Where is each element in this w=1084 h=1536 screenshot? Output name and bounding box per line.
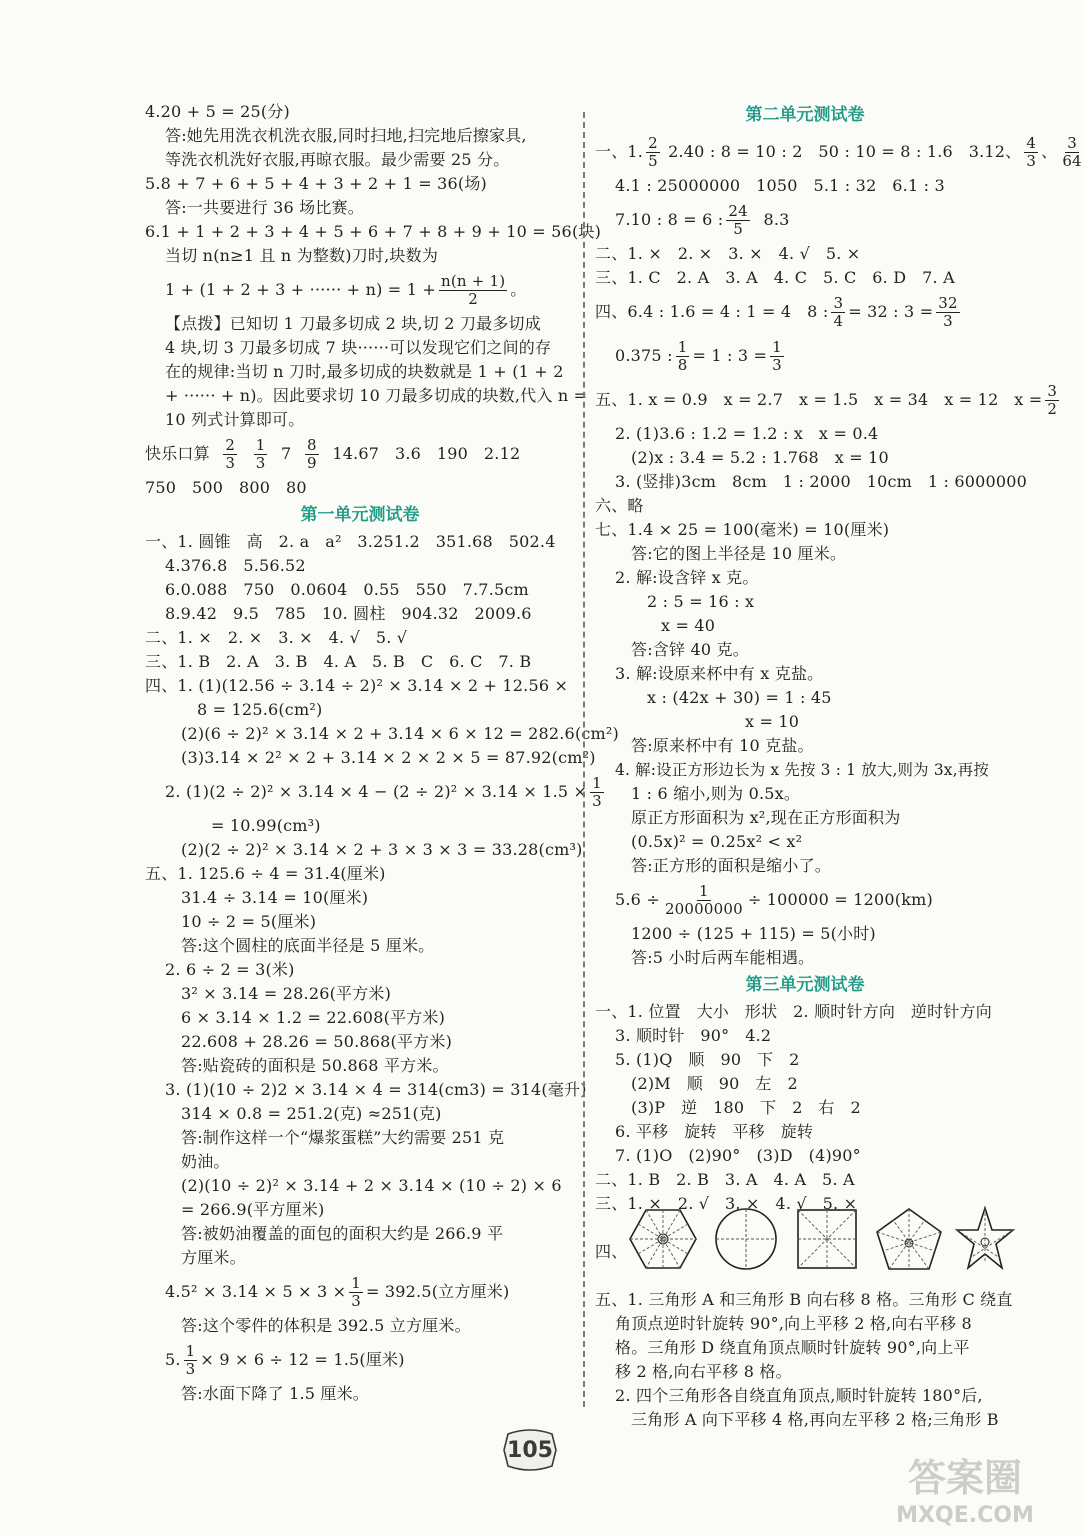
fraction	[223, 437, 237, 472]
answer-line: = 10.99(cm³)	[211, 816, 321, 835]
answer-line: x : (42x + 30) = 1 : 45	[647, 688, 832, 707]
numerator: n(n + 1)	[440, 271, 506, 290]
formula-line	[595, 334, 1015, 378]
watermark	[880, 1455, 1050, 1530]
formula-line	[145, 1270, 575, 1314]
answer-line: 4.1 : 25000000 1050 5.1 : 32 6.1 : 3	[615, 176, 945, 195]
numerator: 3	[1047, 381, 1058, 400]
denominator: 3	[1026, 151, 1037, 170]
hint-line: 10 列式计算即可。	[165, 410, 305, 429]
answer-line: 3. 解:设原来杯中有 x 克盐。	[615, 664, 824, 683]
answer-line: 3. (竖排)3cm 8cm 1 : 2000 10cm 1 : 6000000	[615, 472, 1028, 491]
answer-line: 答:正方形的面积是缩小了。	[631, 856, 831, 875]
answer-line: 答:她先用洗衣机洗衣服,同时扫地,扫完地后擦家具,	[165, 126, 527, 145]
numerator: 4	[1026, 133, 1037, 152]
answer-line: 6.0.088 750 0.0604 0.55 550 7.7.5cm	[165, 580, 529, 599]
formula-text: 2. (1)(2 ÷ 2)² × 3.14 × 4 − (2 ÷ 2)² × 3.14 × 1.5 ×	[165, 782, 588, 801]
numerator: 1	[677, 337, 688, 356]
answer-line: 五、1. 三角形 A 和三角形 B 向右移 8 格。三角形 C 绕直	[595, 1290, 1013, 1309]
answer-line: 答:这个零件的体积是 392.5 立方厘米。	[181, 1316, 471, 1335]
answer-line: 2 : 5 = 16 : x	[647, 592, 755, 611]
page-number-badge	[500, 1428, 560, 1472]
formula-text: ÷ 100000 = 1200(km)	[747, 890, 933, 909]
answer-line: 七、1.4 × 25 = 100(毫米) = 10(厘米)	[595, 520, 890, 539]
answer-line: 移 2 格,向右平移 8 格。	[615, 1362, 792, 1381]
period: 。	[510, 280, 527, 299]
section-title-unit1: 第一单元测试卷	[300, 505, 420, 525]
answer-line: (2)(10 ÷ 2)² × 3.14 + 2 × 3.14 × (10 ÷ 2) × 6	[181, 1176, 562, 1195]
denominator: 5	[648, 151, 658, 170]
answer-line: 三、1. B 2. A 3. B 4. A 5. B C 6. C 7. B	[145, 652, 532, 671]
answer-line: 22.608 + 28.26 = 50.868(平方米)	[181, 1032, 453, 1051]
watermark-top: 答案圈	[907, 1456, 1022, 1500]
symmetry-diagrams	[620, 1206, 1000, 1276]
answer-line: 答:这个圆柱的底面半径是 5 厘米。	[181, 936, 435, 955]
fraction	[1060, 135, 1084, 170]
answer-line: 五、1. 125.6 ÷ 4 = 31.4(厘米)	[145, 864, 386, 883]
answer-line: 2. (1)3.6 : 1.2 = 1.2 : x x = 0.4	[615, 424, 879, 443]
mental-math-label: 快乐口算	[145, 444, 210, 463]
answer-line: 三、1. × 2. √ 3. × 4. √ 5. ×	[595, 1194, 858, 1213]
values: 14.67 3.6 190 2.12	[332, 444, 521, 463]
answer-line: 7. (1)O (2)90° (3)D (4)90°	[615, 1146, 861, 1165]
answer-line: 4.376.8 5.56.52	[165, 556, 306, 575]
numerator: 8	[307, 435, 317, 454]
fraction	[254, 437, 268, 472]
answer-line: 31.4 ÷ 3.14 = 10(厘米)	[181, 888, 369, 907]
denominator: 3	[351, 1291, 362, 1310]
numerator: 1	[351, 1273, 362, 1292]
formula-text: 四、6.4 : 1.6 = 4 : 1 = 4 8 :	[595, 302, 829, 321]
answer-line: 答:制作这样一个“爆浆蛋糕”大约需要 251 克	[181, 1128, 505, 1147]
formula-line	[595, 290, 1015, 334]
value: 7	[281, 444, 292, 463]
fraction	[646, 135, 660, 170]
denominator: 2	[468, 289, 478, 308]
denominator: 8	[677, 355, 688, 374]
answer-line: 314 × 0.8 = 251.2(克) ≈251(克)	[181, 1104, 442, 1123]
answer-line: 等洗衣机洗好衣服,再晾衣服。最少需要 25 分。	[165, 150, 510, 169]
answer-line: 四、	[595, 1242, 628, 1261]
denominator: 20000000	[664, 899, 743, 918]
denominator: 3	[772, 355, 782, 374]
answer-line: 1200 ÷ (125 + 115) = 5(小时)	[631, 924, 876, 943]
numerator: 3	[1067, 133, 1077, 152]
answer-line: 3² × 3.14 = 28.26(平方米)	[181, 984, 392, 1003]
fraction	[726, 203, 750, 238]
answer-line: 答:原来杯中有 10 克盐。	[631, 736, 814, 755]
formula-text: 0.375 :	[615, 346, 673, 365]
answer-line: 二、1. × 2. × 3. × 4. √ 5. √	[145, 628, 408, 647]
answer-line: 角顶点逆时针旋转 90°,向上平移 2 格,向右平移 8	[615, 1314, 972, 1333]
fraction	[663, 883, 745, 918]
numerator: 3	[833, 293, 844, 312]
numerator: 1	[592, 773, 602, 792]
denominator: 3	[592, 791, 602, 810]
formula-text: 5.6 ÷	[615, 890, 660, 909]
answer-line: 奶油。	[181, 1152, 230, 1171]
numerator: 32	[938, 293, 958, 312]
numerator: 2	[648, 133, 658, 152]
answer-line: x = 40	[661, 616, 716, 635]
numerator: 1	[255, 435, 266, 454]
answer-line: 答:水面下降了 1.5 厘米。	[181, 1384, 370, 1403]
answer-line: 一、1. 圆锥 高 2. a a² 3.251.2 351.68 502.4	[145, 532, 556, 551]
denominator: 3	[225, 453, 236, 472]
hexagon-symmetry-icon	[628, 1206, 698, 1272]
formula-text: 1 + (1 + 2 + 3 + ······ + n) = 1 +	[165, 280, 436, 299]
fraction	[439, 273, 507, 308]
fraction	[1024, 135, 1038, 170]
answer-line: 3. 顺时针 90° 4.2	[615, 1026, 772, 1045]
mental-math-line	[145, 432, 575, 476]
formula-line	[145, 770, 602, 814]
answer-line: 答:贴瓷砖的面积是 50.868 平方米。	[181, 1056, 449, 1075]
column-divider	[583, 112, 585, 1407]
mental-math-line: 750 500 800 80	[145, 478, 307, 497]
answer-line: 2. 6 ÷ 2 = 3(米)	[165, 960, 295, 979]
answer-line: 四、1. (1)(12.56 ÷ 3.14 ÷ 2)² × 3.14 × 2 + 12.56 ×	[145, 676, 569, 695]
denominator: 3	[943, 311, 953, 330]
fraction	[831, 295, 845, 330]
page-number: 105	[507, 1437, 553, 1463]
answer-line: 答:被奶油覆盖的面包的面积大约是 266.9 平	[181, 1224, 504, 1243]
separator: 、	[1041, 142, 1058, 161]
answer-line: 原正方形面积为 x²,现在正方形面积为	[631, 808, 901, 827]
denominator: 4	[833, 311, 844, 330]
star-symmetry-icon	[956, 1206, 1014, 1272]
formula-text: 一、1.	[595, 142, 644, 161]
answer-line: 六、略	[595, 496, 644, 515]
answer-line: 答:含锌 40 克。	[631, 640, 749, 659]
answer-line: (3)P 逆 180 下 2 右 2	[631, 1098, 861, 1117]
answer-line: 格。三角形 D 绕直角顶点顺时针旋转 90°,向上平	[615, 1338, 970, 1357]
answer-line: 2. 四个三角形各自绕直角顶点,顺时针旋转 180°后,	[615, 1386, 983, 1405]
numerator: 2	[225, 435, 236, 454]
numerator: 24	[728, 201, 748, 220]
answer-line: 三角形 A 向下平移 4 格,再向左平移 2 格;三角形 B	[631, 1410, 999, 1429]
formula-line	[145, 1338, 575, 1382]
answer-line: x = 10	[745, 712, 800, 731]
denominator: 5	[733, 219, 744, 238]
fraction	[936, 295, 960, 330]
answer-line: 2. 解:设含锌 x 克。	[615, 568, 759, 587]
formula-line	[595, 130, 1082, 174]
watermark-bottom: MXQE.COM	[896, 1503, 1034, 1528]
denominator: 3	[185, 1359, 196, 1378]
left-column	[145, 100, 619, 1406]
answer-line: 二、1. B 2. B 3. A 4. A 5. A	[595, 1170, 855, 1189]
formula-text: 2.40 : 8 = 10 : 2 50 : 10 = 8 : 1.6 3.12、	[668, 142, 1022, 161]
square-symmetry-icon	[794, 1206, 860, 1272]
hint-line: 【点拨】已知切 1 刀最多切成 2 块,切 2 刀最多切成	[165, 314, 541, 333]
circle-symmetry-icon	[712, 1206, 780, 1272]
fraction	[1045, 383, 1059, 418]
numerator: 1	[185, 1341, 196, 1360]
answer-line: 答:一共要进行 36 场比赛。	[165, 198, 364, 217]
answer-line: 二、1. × 2. × 3. × 4. √ 5. ×	[595, 244, 861, 263]
answer-line: (2)x : 3.4 = 5.2 : 1.768 x = 10	[631, 448, 889, 467]
formula-text: = 1 : 3 =	[692, 346, 768, 365]
answer-line: 方厘米。	[181, 1248, 246, 1267]
numerator: 1	[699, 881, 709, 900]
formula-text: 7.10 : 8 = 6 :	[615, 210, 724, 229]
hint-line: 在的规律:当切 n 刀时,最多切成的块数就是 1 + (1 + 2	[165, 362, 564, 381]
hint-line: + ······ + n)。因此要求切 10 刀最多切成的块数,代入 n =	[165, 386, 588, 405]
denominator: 9	[307, 453, 317, 472]
denominator: 64	[1062, 151, 1082, 170]
answer-line: (0.5x)² = 0.25x² < x²	[631, 832, 803, 851]
answer-line: 4.20 + 5 = 25(分)	[145, 102, 291, 121]
formula-text: 4.5² × 3.14 × 5 × 3 ×	[165, 1282, 347, 1301]
answer-line: 6 × 3.14 × 1.2 = 22.608(平方米)	[181, 1008, 446, 1027]
formula-line	[145, 268, 575, 312]
answer-line: 8 = 125.6(cm²)	[197, 700, 323, 719]
answer-line: 3. (1)(10 ÷ 2)2 × 3.14 × 4 = 314(cm3) = 314(毫升)	[165, 1080, 587, 1099]
answer-line: 当切 n(n≥1 且 n 为整数)刀时,块数为	[165, 246, 439, 265]
numerator: 1	[772, 337, 782, 356]
fraction	[770, 339, 784, 374]
answer-line: 6.1 + 1 + 2 + 3 + 4 + 5 + 6 + 7 + 8 + 9 + 10 = 56(块)	[145, 222, 602, 241]
formula-line	[595, 378, 1058, 422]
answer-line: 4. 解:设正方形边长为 x 先按 3 : 1 放大,则为 3x,再按	[615, 761, 989, 779]
formula-line	[595, 198, 1015, 242]
fraction	[676, 339, 690, 374]
answer-line: 5. (1)Q 顺 90 下 2	[615, 1050, 800, 1069]
pentagon-symmetry-icon	[874, 1206, 944, 1272]
formula-text: = 392.5(立方厘米)	[366, 1282, 510, 1301]
formula-text: 5.	[165, 1350, 181, 1369]
formula-text: × 9 × 6 ÷ 12 = 1.5(厘米)	[200, 1350, 405, 1369]
hint-line: 4 块,切 3 刀最多切成 7 块······可以发现它们之间的存	[165, 338, 552, 357]
denominator: 3	[255, 453, 266, 472]
fraction	[305, 437, 319, 472]
fraction	[184, 1343, 198, 1378]
formula-text: = 32 : 3 =	[848, 302, 934, 321]
answer-line: 一、1. 位置 大小 形状 2. 顺时针方向 逆时针方向	[595, 1002, 992, 1021]
answer-line: 10 ÷ 2 = 5(厘米)	[181, 912, 317, 931]
formula-line	[595, 878, 1015, 922]
answer-line: (3)3.14 × 2² × 2 + 3.14 × 2 × 2 × 5 = 87.92(cm²)	[181, 748, 596, 767]
answer-line: 1 : 6 缩小,则为 0.5x。	[631, 784, 801, 803]
answer-line: (2)(2 ÷ 2)² × 3.14 × 2 + 3 × 3 × 3 = 33.28(cm³)	[181, 840, 583, 859]
formula-text: 8.3	[763, 210, 790, 229]
answer-line: (2)M 顺 90 左 2	[631, 1074, 798, 1093]
answer-line: 三、1. C 2. A 3. A 4. C 5. C 6. D 7. A	[595, 268, 955, 287]
section-title-unit2: 第二单元测试卷	[745, 105, 865, 125]
answer-line: 答:5 小时后两车能相遇。	[631, 948, 815, 967]
answer-line: 答:它的图上半径是 10 厘米。	[631, 544, 847, 563]
denominator: 2	[1047, 399, 1058, 418]
formula-text: 五、1. x = 0.9 x = 2.7 x = 1.5 x = 34 x = 12 x =	[595, 390, 1043, 409]
section-title-unit3: 第三单元测试卷	[745, 975, 865, 995]
answer-line: 5.8 + 7 + 6 + 5 + 4 + 3 + 2 + 1 = 36(场)	[145, 174, 487, 193]
answer-line: 6. 平移 旋转 平移 旋转	[615, 1122, 814, 1141]
fraction	[349, 1275, 363, 1310]
answer-line: 8.9.42 9.5 785 10. 圆柱 904.32 2009.6	[165, 604, 532, 623]
answer-line: = 266.9(平方厘米)	[181, 1200, 325, 1219]
answer-line: (2)(6 ÷ 2)² × 3.14 × 2 + 3.14 × 6 × 12 = 282.6(cm²)	[181, 724, 619, 743]
